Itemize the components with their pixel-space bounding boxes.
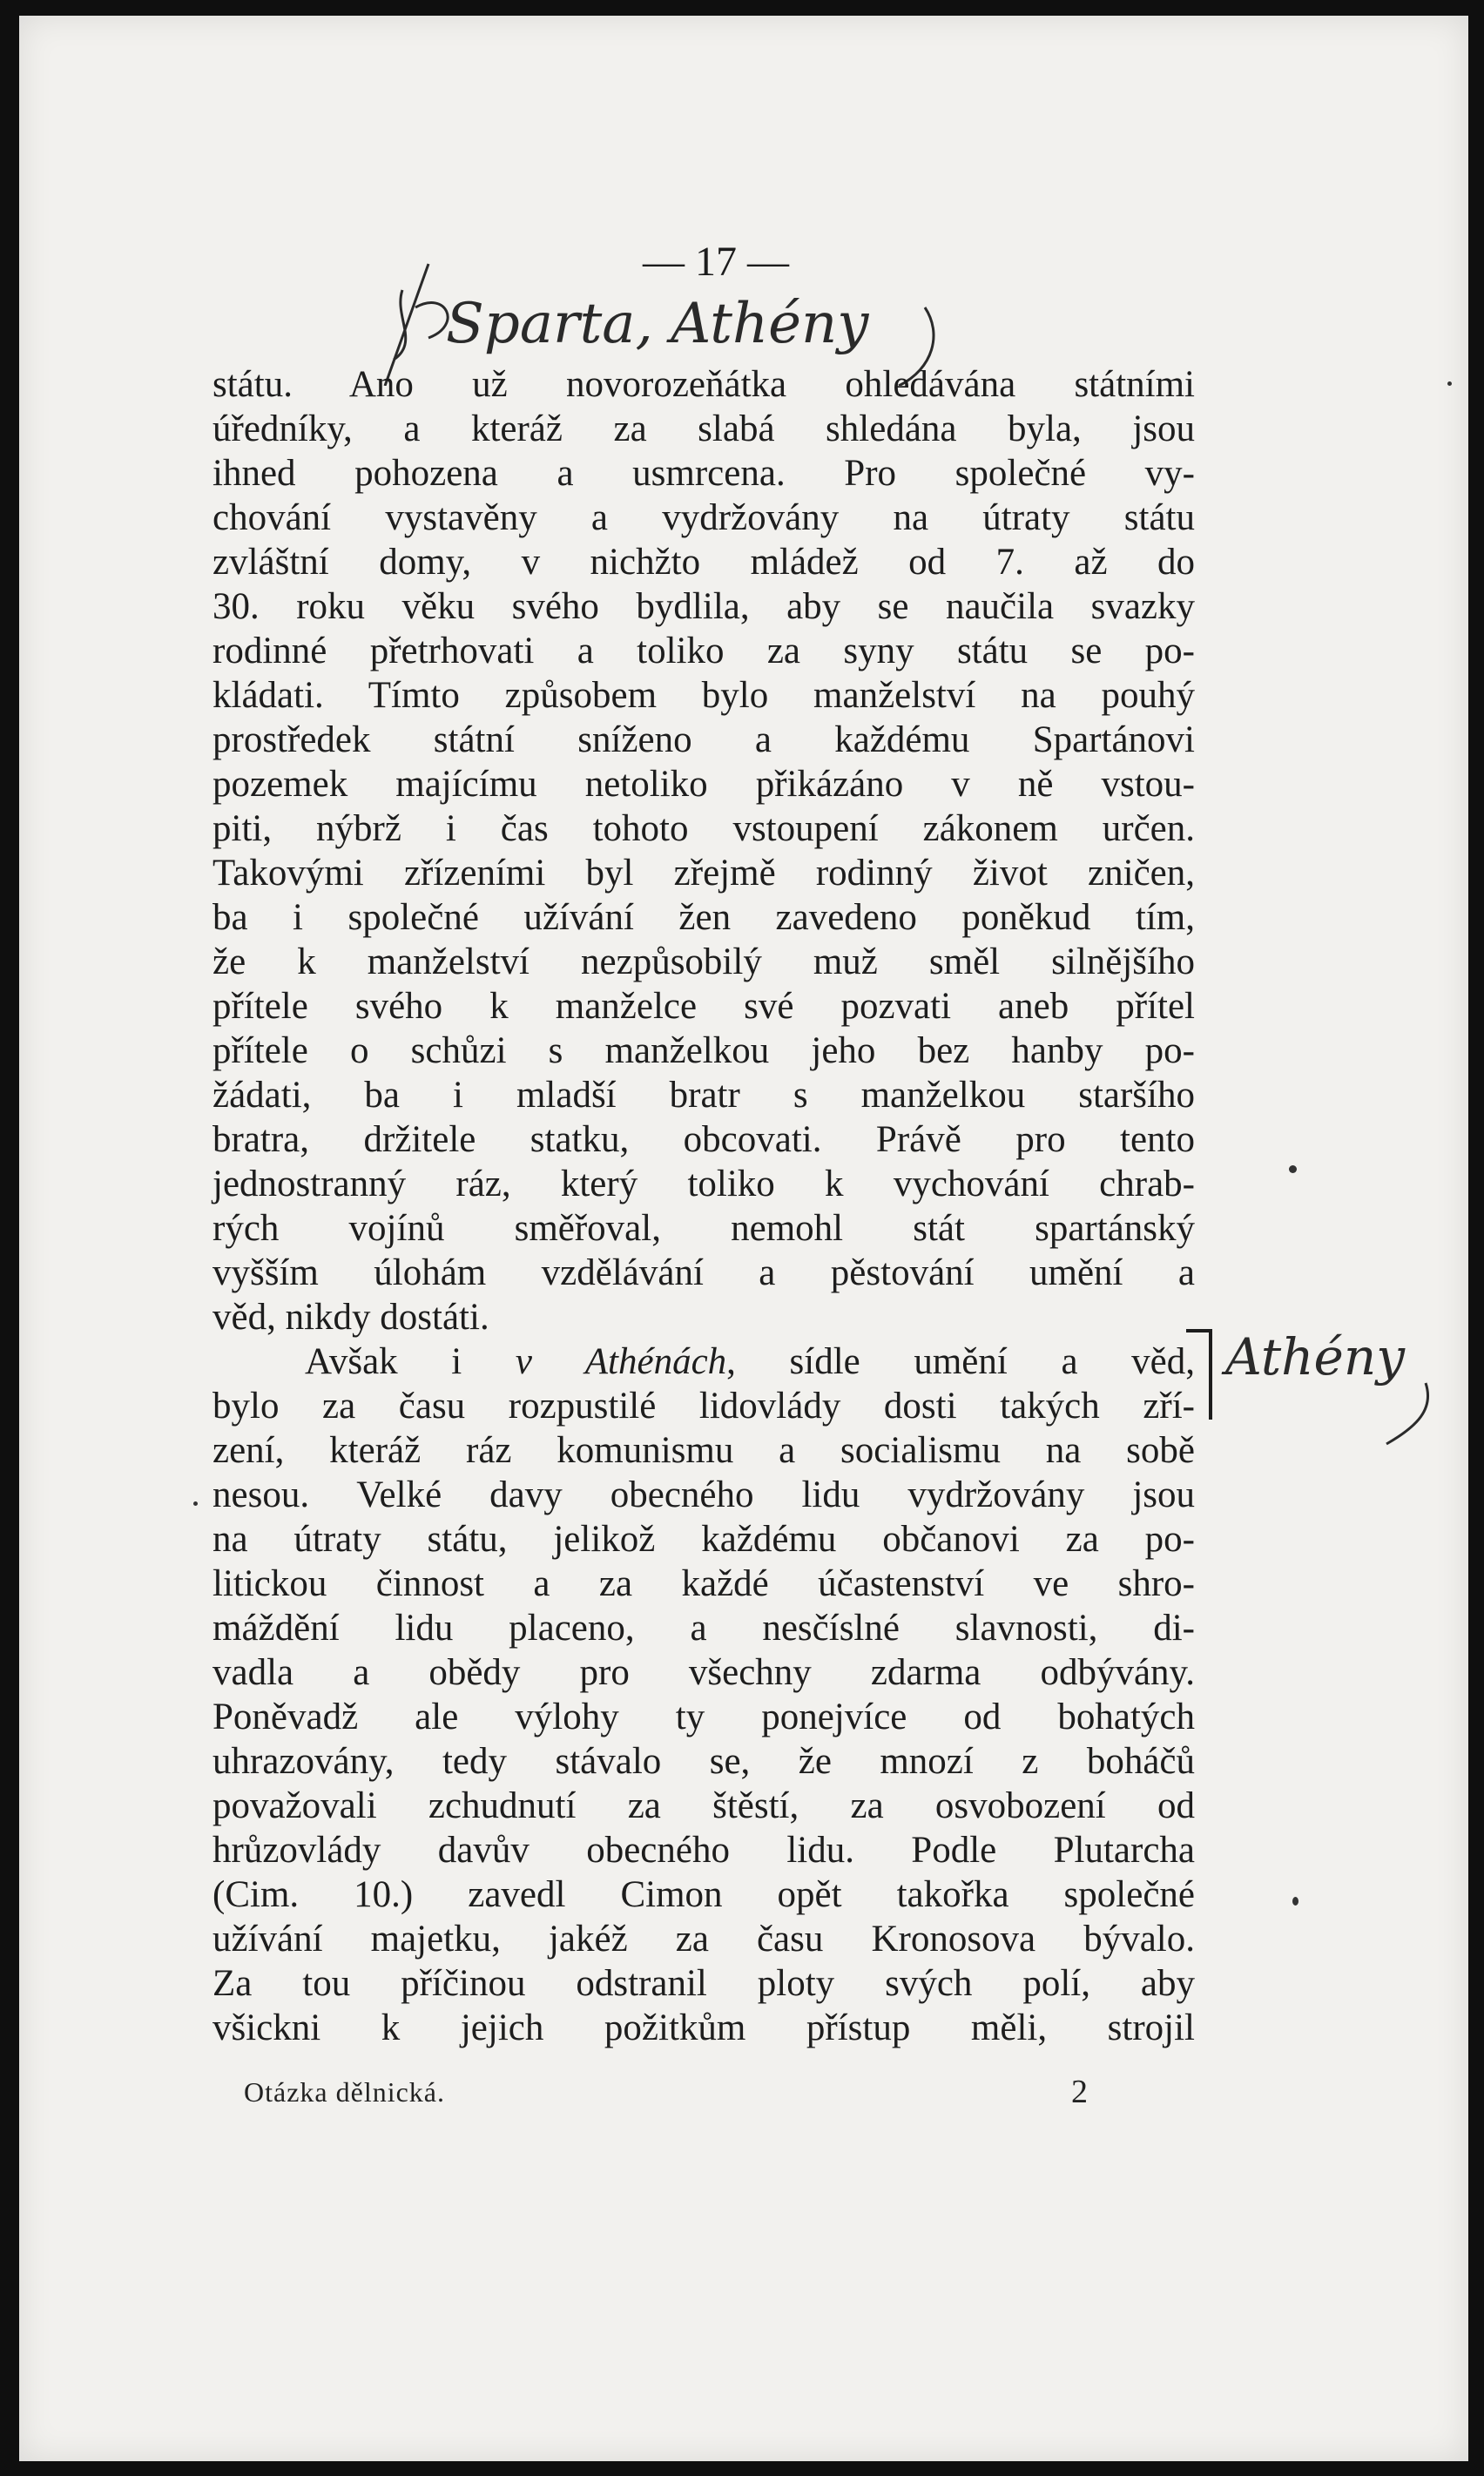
text-line: 30. roku věku svého bydlila, aby se naučila svazky	[212, 586, 1195, 627]
text-line: úředníky, a kteráž za slabá shledána byla, jsou	[212, 408, 1195, 449]
text-line: prostředek státní sníženo a každému Spartánovi	[212, 719, 1195, 760]
scan-speck	[1292, 1897, 1298, 1906]
text-line: na útraty státu, jelikož každému občanovi za po-	[212, 1519, 1195, 1560]
text-line: hrůzovlády davův obecného lidu. Podle Plutarcha	[212, 1830, 1195, 1871]
text-line: Poněvadž ale výlohy ty ponejvíce od bohatých	[212, 1697, 1195, 1737]
text-line: Takovými zřízeními byl zřejmě rodinný život zničen,	[212, 853, 1195, 894]
text-line: rých vojínů směřoval, nemohl stát spartánský	[212, 1208, 1195, 1249]
text-line: vyšším úlohám vzdělávání a pěstování umění a	[212, 1252, 1195, 1293]
text-line: uhrazovány, tedy stávalo se, že mnozí z boháčů	[212, 1741, 1195, 1782]
text-line: přítele svého k manželce své pozvati aneb přítel	[212, 986, 1195, 1027]
handwritten-header-text: Sparta, Athény	[446, 292, 869, 356]
text-line: vadla a obědy pro všechny zdarma odbývány.	[212, 1652, 1195, 1693]
text-line: že k manželství nezpůsobilý muž směl silnějšího	[212, 941, 1195, 982]
scan-speck	[1289, 1165, 1297, 1173]
text-line: kládati. Tímto způsobem bylo manželství na pouhý	[212, 675, 1195, 716]
text-line: ihned pohozena a usmrcena. Pro společné vy-	[212, 453, 1195, 494]
body-text	[212, 362, 1195, 2050]
scan-speck	[193, 1501, 198, 1506]
margin-bracket-mark	[1186, 1329, 1212, 1420]
book-page	[19, 16, 1468, 2461]
text-line-after: , sídle umění a věd,	[726, 1341, 1195, 1382]
text-line: věd, nikdy dostáti.	[212, 1297, 489, 1338]
text-line: přítele o schůzi s manželkou jeho bez hanby po-	[212, 1030, 1195, 1071]
text-line: všickni k jejich požitkům přístup měli, strojil	[212, 2007, 1195, 2048]
text-line: zvláštní domy, v nichžto mládež od 7. až do	[212, 542, 1195, 583]
text-line-before: Avšak i	[305, 1341, 516, 1382]
text-line: piti, nýbrž i čas tohoto vstoupení zákonem určen.	[212, 808, 1195, 849]
text-line: zení, kteráž ráz komunismu a socialismu na sobě	[212, 1430, 1195, 1471]
text-line: žádati, ba i mladší bratr s manželkou staršího	[212, 1075, 1195, 1116]
text-line: pozemek majícímu netoliko přikázáno v ně vstou-	[212, 764, 1195, 805]
text-line: bylo za času rozpustilé lidovlády dosti takých zří-	[212, 1386, 1195, 1427]
text-line: státu. Ano už novorozeňátka ohledávána státními	[212, 364, 1195, 405]
page-number: — 17 —	[643, 239, 789, 285]
text-line	[212, 1339, 1195, 1384]
italic-place-name: v Athénách	[515, 1341, 727, 1382]
scan-speck	[1447, 381, 1452, 386]
text-line: bratra, držitele statku, obcovati. Právě pro tento	[212, 1119, 1195, 1160]
footer-signature: Otázka dělnická.	[244, 2076, 445, 2108]
text-line: ba i společné užívání žen zavedeno poněkud tím,	[212, 897, 1195, 938]
text-line: jednostranný ráz, který toliko k vychování chrab-	[212, 1164, 1195, 1204]
text-line: nesou. Velké davy obecného lidu vydržovány jsou	[212, 1474, 1195, 1515]
text-line: rodinné přetrhovati a toliko za syny státu se po-	[212, 631, 1195, 671]
handwritten-margin-note	[1217, 1313, 1478, 1453]
margin-note-text: Athény	[1225, 1327, 1405, 1386]
text-line: máždění lidu placeno, a nesčíslné slavnosti, di-	[212, 1608, 1195, 1649]
text-line: Za tou příčinou odstranil ploty svých polí, aby	[212, 1963, 1195, 2004]
text-line: považovali zchudnutí za štěstí, za osvobození od	[212, 1785, 1195, 1826]
text-line: litickou činnost a za každé účastenství ve shro-	[212, 1563, 1195, 1604]
text-line: užívání majetku, jakéž za času Kronosova bývalo.	[212, 1919, 1195, 1960]
text-line: chování vystavěny a vydržovány na útraty státu	[212, 497, 1195, 538]
text-line: (Cim. 10.) zavedl Cimon opět takořka společné	[212, 1874, 1195, 1915]
footer-sheet-number: 2	[1071, 2074, 1088, 2110]
